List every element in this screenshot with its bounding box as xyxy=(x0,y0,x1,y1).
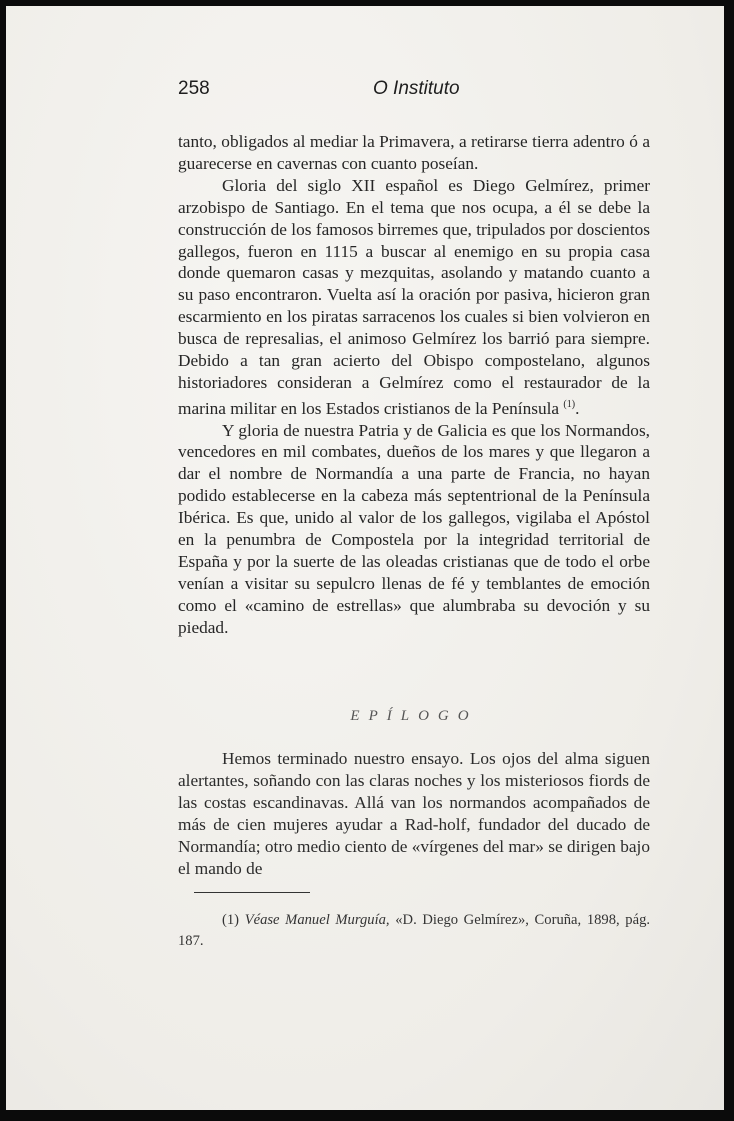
running-title: O Instituto xyxy=(373,78,460,99)
paragraph-2-end: . xyxy=(575,398,580,418)
footnote-marker: (1) xyxy=(222,912,240,928)
footnote-cite-rest: «D. Diego Gelmírez», Coruña, 1898, pág. 187. xyxy=(178,912,651,949)
footnote xyxy=(178,910,650,952)
paragraph-3: Y gloria de nuestra Patria y de Galicia es que los Normandos, vencedores en mil combates, dueños de los mares y que llegaron a dar el nombre de Normandía a una parte de Francia, no hayan podido establecerse en la cabeza más septentrional de la Península Ibérica. Es que, unido al valor de los gallegos, vigilaba el Apóstol en la penumbra de Compostela por la integridad territorial de España y por la suerte de las oleadas cristianas que de todo el orbe venían a visitar su sepulcro llenas de fé y temblantes de emoción como el «camino de estrellas» que alumbraba su devoción y su piedad. xyxy=(178,420,650,637)
epilogue-paragraph: Hemos terminado nuestro ensayo. Los ojos del alma siguen alertantes, soñando con las claras noches y los misteriosos fiords de las costas escandinavas. Allá van los normandos acompañados de más de cien mujeres ayudar a Rad-holf, fundador del ducado de Normandía; otro medio ciento de «vírgenes del mar» se dirigen bajo el mando de xyxy=(178,749,650,878)
main-text xyxy=(178,131,650,639)
page-number: 258 xyxy=(178,78,210,99)
book-page xyxy=(6,6,724,1110)
paragraph-2 xyxy=(178,175,650,420)
footnote-divider xyxy=(194,892,310,893)
footnote-text xyxy=(178,910,650,952)
page-header xyxy=(178,78,648,106)
epilogue-text xyxy=(178,748,650,879)
footnote-cite-italic: Véase Manuel Murguía, xyxy=(244,912,390,928)
paragraph-2-text: Gloria del siglo XII español es Diego Gelmírez, primer arzobispo de Santiago. En el tema que nos ocupa, a él se debe la construcción de los famosos birremes que, tripulados por doscientos gallegos, fueron en 1115 a buscar al enemigo en su propia casa donde quemaron casas y mezquitas, asolando y matando cuanto a su paso encontraron. Vuelta así la oración por pasiva, hicieron gran escarmiento en los piratas sarracenos los cuales si bien volvieron en busca de represalias, el animoso Gelmírez los barrió para siempre. Debido a tan gran acierto del Obispo compostelano, algunos historiadores consideran a Gelmírez como el restaurador de la marina militar en los Estados cristianos de la Península xyxy=(178,175,650,418)
footnote-reference: (1) xyxy=(563,398,576,410)
paragraph-1: tanto, obligados al mediar la Primavera, a retirarse tierra adentro ó a guarecerse en cavernas con cuanto poseían. xyxy=(178,132,650,173)
epilogue-heading: EPÍLOGO xyxy=(350,708,478,724)
